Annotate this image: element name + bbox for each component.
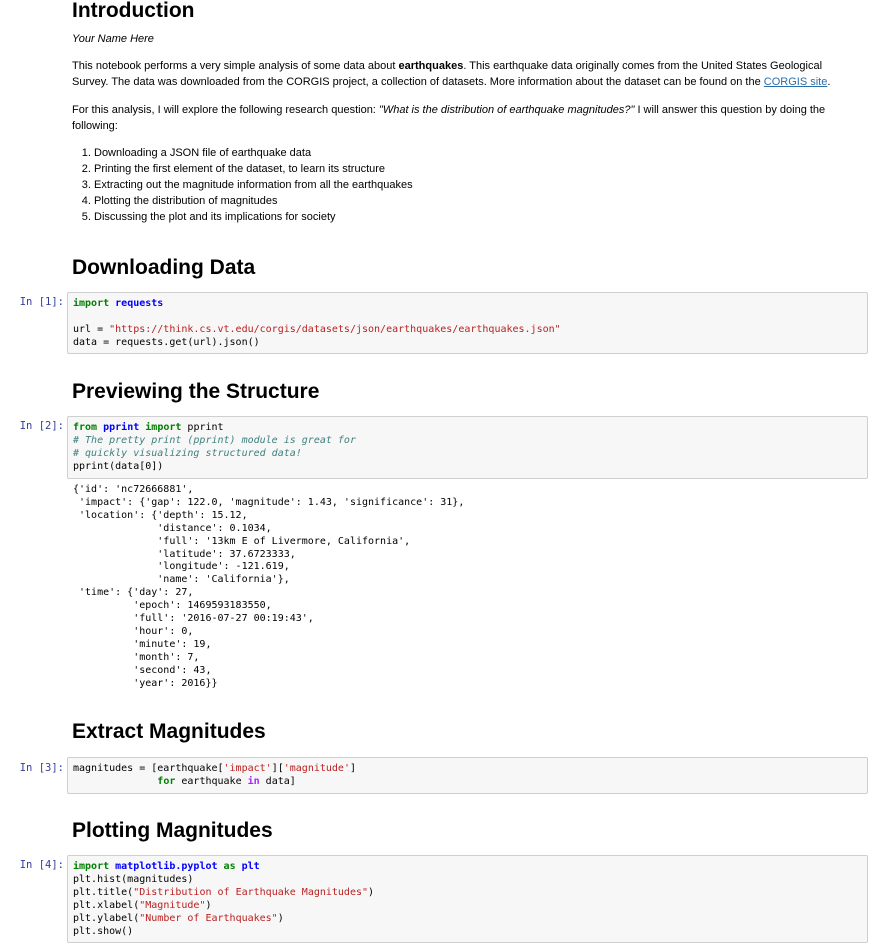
code-token: ) plt.ylabel(	[73, 900, 212, 924]
code-cell-4[interactable]	[67, 855, 868, 943]
code-token: "Number of Earthquakes"	[139, 913, 278, 924]
code-cell-4-source	[73, 860, 862, 938]
corgis-site-link[interactable]: CORGIS site	[763, 76, 828, 88]
code-token: pprint(data[	[73, 461, 146, 472]
code-token: data]	[259, 776, 296, 787]
code-cell-1-source	[73, 297, 862, 349]
code-token: for	[157, 776, 176, 787]
step-item: 4. Plotting the distribution of magnitudes	[94, 193, 852, 209]
code-cell-3-source	[73, 762, 862, 788]
code-token: import	[145, 422, 182, 433]
code-token: "Magnitude"	[139, 900, 206, 911]
cell-4-prompt: In [4]:	[19, 859, 64, 871]
author-line: Your Name Here	[72, 33, 154, 45]
code-token: ])	[151, 461, 164, 472]
code-token: 'magnitude'	[283, 763, 350, 774]
intro-title: Introduction	[72, 0, 195, 22]
code-token: ) plt.show()	[73, 913, 284, 937]
intro-paragraph-1: This notebook performs a very simple analysis of some data about earthquakes. This earthquake data originally comes from the United States Geological Survey. The data was downloaded from the CORGIS project, a collection of datasets. More information about the dataset can be found on the CORGIS site.	[72, 60, 831, 88]
cell-2-output: {'id': 'nc72666881', 'impact': {'gap': 122.0, 'magnitude': 1.43, 'significance': 31}, 'location': {'depth': 15.12, 'distance': 0.1034, 'full': '13km E of Livermore, California', 'latitude': 37.6723333, 'longitude': -121.619, 'name': 'California'}, 'time': {'day': 27, 'epoch': 1469593183550, 'full': '2016-07-27 00:19:43', 'hour': 0, 'minute': 19, 'month': 7, 'second': 43, 'year': 2016}}	[73, 484, 465, 689]
section-heading-previewing: Previewing the Structure	[72, 380, 320, 403]
step-item: 5. Discussing the plot and its implications for society	[94, 209, 852, 225]
code-token: matplotlib.pyplot	[115, 861, 218, 872]
code-token: as	[223, 861, 236, 872]
research-question: "What is the distribution of earthquake magnitudes?"	[378, 104, 635, 116]
cell-2-prompt: In [2]:	[19, 420, 64, 432]
earthquakes-bold: earthquakes	[398, 60, 464, 72]
code-token: magnitudes = [earthquake[	[73, 763, 224, 774]
code-token: 0	[145, 461, 152, 472]
code-token: data = requests.get(url).json()	[73, 337, 260, 348]
code-token: # The pretty print (pprint) module is great for	[73, 435, 356, 446]
section-heading-downloading: Downloading Data	[72, 256, 256, 279]
code-token: plt	[241, 861, 260, 872]
code-token: pprint	[187, 422, 224, 433]
step-item: 1. Downloading a JSON file of earthquake data	[94, 145, 852, 161]
steps-list	[72, 145, 852, 225]
code-token: "Distribution of Earthquake Magnitudes"	[133, 887, 369, 898]
code-token: "https://think.cs.vt.edu/corgis/datasets/json/earthquakes/earthquakes.json"	[109, 324, 561, 335]
code-token: requests	[115, 298, 164, 309]
code-token: ) plt.xlabel(	[73, 887, 375, 911]
code-token: import	[73, 298, 110, 309]
code-token: ]	[349, 763, 356, 774]
code-token: ][	[271, 763, 284, 774]
code-token: pprint	[103, 422, 140, 433]
section-heading-extract: Extract Magnitudes	[72, 720, 266, 743]
cell-1-prompt: In [1]:	[19, 296, 64, 308]
code-token: 'impact'	[223, 763, 272, 774]
section-heading-plotting: Plotting Magnitudes	[72, 819, 273, 842]
code-token: url =	[73, 324, 104, 335]
cell-3-prompt: In [3]:	[19, 762, 64, 774]
code-token: earthquake	[175, 776, 248, 787]
step-item: 3. Extracting out the magnitude information from all the earthquakes	[94, 177, 852, 193]
code-token: plt.hist(magnitudes) plt.title(	[73, 874, 194, 898]
code-cell-2-source	[73, 421, 862, 473]
code-token: # quickly visualizing structured data!	[73, 448, 302, 459]
code-token: from	[73, 422, 98, 433]
step-item: 2. Printing the first element of the dataset, to learn its structure	[94, 161, 852, 177]
code-cell-3[interactable]	[67, 757, 868, 794]
code-token: import	[73, 861, 110, 872]
code-cell-2[interactable]	[67, 416, 868, 479]
code-cell-1[interactable]	[67, 292, 868, 354]
code-token: in	[247, 776, 260, 787]
intro-paragraph-2: For this analysis, I will explore the following research question: "What is the distribution of earthquake magnitudes?" I will answer this question by doing the following:	[72, 104, 826, 132]
